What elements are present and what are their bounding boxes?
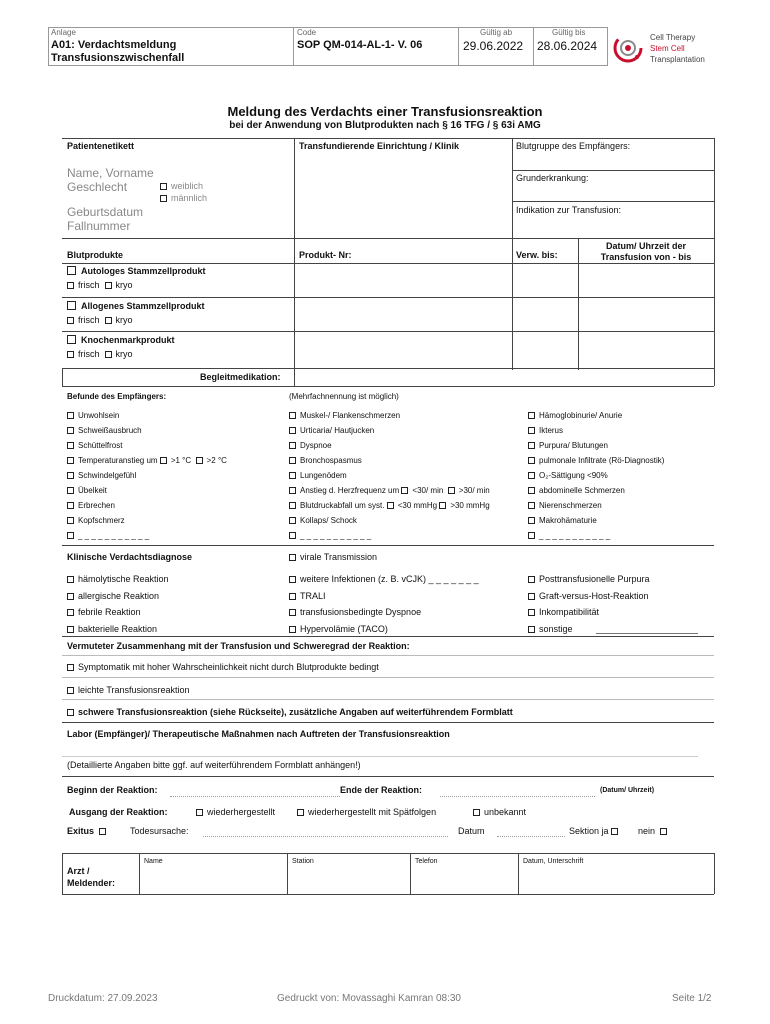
outcome-recovered[interactable]: wiederhergestellt (196, 807, 275, 817)
checkbox[interactable] (67, 427, 74, 434)
bone-marrow-checkbox[interactable] (67, 335, 76, 344)
indication-label: Indikation zur Transfusion: (516, 205, 622, 215)
allogeneic-cryo-checkbox[interactable] (105, 317, 112, 324)
blood-group-label: Blutgruppe des Empfängers: (516, 141, 631, 151)
checkbox[interactable] (67, 442, 74, 449)
checkbox[interactable] (297, 809, 304, 816)
allogeneic-checkbox[interactable] (67, 301, 76, 310)
death-date-label: Datum (458, 826, 485, 836)
autologous-checkbox[interactable] (67, 266, 76, 275)
diagnosis-other[interactable]: sonstige (528, 624, 573, 634)
checkbox[interactable] (528, 502, 535, 509)
product-autologous[interactable]: Autologes Stammzellprodukt (67, 266, 206, 276)
female-checkbox[interactable] (160, 183, 167, 190)
checkbox[interactable] (289, 457, 296, 464)
reaction-end-field[interactable] (440, 796, 595, 797)
form-subtitle: bei der Anwendung von Blutprodukten nach § 16 TFG / § 63i AMG (229, 120, 541, 131)
diagnosis-trali[interactable]: TRALI (289, 591, 326, 601)
diagnosis-dyspnea[interactable]: transfusionsbedingte Dyspnoe (289, 607, 421, 617)
diagnosis-gvhd[interactable]: Graft-versus-Host-Reaktion (528, 591, 649, 601)
checkbox[interactable] (67, 609, 74, 616)
checkbox[interactable] (528, 427, 535, 434)
datetime-col-header: Datum/ Uhrzeit der Transfusion von - bis (600, 241, 692, 262)
bp-over-30-checkbox[interactable] (439, 502, 446, 509)
autologous-cryo-checkbox[interactable] (105, 282, 112, 289)
finding-other-3[interactable]: _ _ _ _ _ _ _ _ _ _ _ (528, 531, 610, 540)
checkbox[interactable] (528, 442, 535, 449)
autopsy-yes-checkbox[interactable] (611, 828, 618, 835)
checkbox[interactable] (528, 472, 535, 479)
finding-bronchospasm[interactable]: Bronchospasmus (289, 456, 362, 465)
finding-heart-rate[interactable]: Anstieg d. Herzfrequenz um <30/ min >30/ min (289, 486, 490, 495)
valid-from-label: Gültig ab (480, 28, 513, 37)
temp-1c-checkbox[interactable] (160, 457, 167, 464)
checkbox[interactable] (289, 576, 296, 583)
finding-muscle-pain[interactable]: Muskel-/ Flankenschmerzen (289, 411, 400, 420)
code-value: SOP QM-014-AL-1- V. 06 (297, 39, 423, 51)
finding-headache[interactable]: Kopfschmerz (67, 516, 125, 525)
outcome-unknown[interactable]: unbekannt (473, 807, 526, 817)
finding-urticaria[interactable]: Urticaria/ Hautjucken (289, 426, 374, 435)
checkbox[interactable] (289, 442, 296, 449)
bone-marrow-type-options[interactable]: frisch kryo (67, 349, 133, 359)
checkbox[interactable] (528, 457, 535, 464)
diagnosis-ptp[interactable]: Posttransfusionelle Purpura (528, 574, 650, 584)
form-title: Meldung des Verdachts einer Transfusionsreaktion (227, 104, 543, 119)
bone-marrow-cryo-checkbox[interactable] (105, 351, 112, 358)
reporter-station-field[interactable]: Station (292, 858, 314, 865)
temp-2c-checkbox[interactable] (196, 457, 203, 464)
checkbox[interactable] (67, 576, 74, 583)
patient-name-field[interactable]: Name, Vorname (67, 166, 154, 180)
checkbox[interactable] (67, 487, 74, 494)
finding-lung-edema[interactable]: Lungenödem (289, 471, 347, 480)
finding-other-2[interactable]: _ _ _ _ _ _ _ _ _ _ _ (289, 531, 371, 540)
exitus-label[interactable]: Exitus (67, 826, 110, 836)
finding-pulmonary-infiltrates[interactable]: pulmonale Infiltrate (Rö-Diagnostik) (528, 456, 664, 465)
findings-label: Befunde des Empfängers: (67, 392, 167, 401)
diagnosis-hemolytic[interactable]: hämolytische Reaktion (67, 574, 169, 584)
finding-hematuria[interactable]: Makrohämaturie (528, 516, 597, 525)
allogeneic-fresh-checkbox[interactable] (67, 317, 74, 324)
severity-not-related[interactable]: Symptomatik mit hoher Wahrscheinlichkeit nicht durch Blutprodukte bedingt (67, 662, 379, 672)
comedication-label: Begleitmedikation: (200, 372, 281, 382)
diagnosis-bacterial[interactable]: bakterielle Reaktion (67, 624, 157, 634)
severity-label: Vermuteter Zusammenhang mit der Transfusion und Schweregrad der Reaktion: (67, 641, 410, 651)
patient-birthdate-field[interactable]: Geburtsdatum (67, 205, 144, 219)
logo-text-stem-cell: Stem Cell (650, 44, 685, 53)
exitus-checkbox[interactable] (99, 828, 106, 835)
checkbox[interactable] (528, 576, 535, 583)
reaction-end-label: Ende der Reaktion: (340, 785, 423, 795)
cause-of-death-field[interactable] (203, 836, 448, 837)
checkbox[interactable] (528, 609, 535, 616)
hr-under-30-checkbox[interactable] (401, 487, 408, 494)
footer-printed-by: Gedruckt von: Movassaghi Kamran 08:30 (277, 993, 461, 1004)
checkbox[interactable] (67, 709, 74, 716)
cause-of-death-label: Todesursache: (130, 826, 189, 836)
severity-severe[interactable]: schwere Transfusionsreaktion (siehe Rückseite), zusätzliche Angaben auf weiterführendem Formblatt (67, 707, 513, 717)
diagnosis-other-line[interactable] (596, 633, 698, 634)
diagnosis-febrile[interactable]: febrile Reaktion (67, 607, 141, 617)
checkbox[interactable] (289, 427, 296, 434)
diagnosis-incompatibility[interactable]: Inkompatibilität (528, 607, 599, 617)
finding-abdominal-pain[interactable]: abdominelle Schmerzen (528, 486, 625, 495)
product-bone-marrow[interactable]: Knochenmarkprodukt (67, 335, 175, 345)
checkbox[interactable] (67, 502, 74, 509)
finding-dizziness[interactable]: Schwindelgefühl (67, 471, 136, 480)
checkbox[interactable] (289, 472, 296, 479)
finding-collapse[interactable]: Kollaps/ Schock (289, 516, 357, 525)
code-label: Code (297, 28, 317, 37)
base-disease-label: Grunderkrankung: (516, 173, 589, 183)
reporter-label-line1: Arzt / (67, 866, 90, 876)
finding-temp-rise[interactable]: Temperaturanstieg um >1 °C >2 °C (67, 456, 227, 465)
finding-kidney-pain[interactable]: Nierenschmerzen (528, 501, 602, 510)
reaction-start-field[interactable] (170, 796, 340, 797)
anlage-title-line2: Transfusionszwischenfall (51, 52, 185, 64)
severity-mild[interactable]: leichte Transfusionsreaktion (67, 685, 190, 695)
patient-case-number-field[interactable]: Fallnummer (67, 219, 131, 233)
product-no-col-header: Produkt- Nr: (299, 250, 352, 260)
checkbox[interactable] (67, 457, 74, 464)
reporter-label-line2: Meldender: (67, 878, 116, 888)
finding-blood-pressure[interactable]: Blutdruckabfall um syst. <30 mmHg >30 mmHg (289, 501, 490, 510)
finding-dyspnea[interactable]: Dyspnoe (289, 441, 332, 450)
checkbox[interactable] (289, 532, 296, 539)
checkbox[interactable] (528, 487, 535, 494)
lab-label: Labor (Empfänger)/ Therapeutische Maßnahmen nach Auftreten der Transfusionsreaktion (67, 729, 450, 739)
finding-o2-saturation[interactable]: O₂-Sättigung <90% (528, 471, 608, 480)
finding-jaundice[interactable]: Ikterus (528, 426, 563, 435)
lab-note: (Detaillierte Angaben bitte ggf. auf weiterführendem Formblatt anhängen!) (67, 760, 361, 770)
product-allogeneic[interactable]: Allogenes Stammzellprodukt (67, 301, 205, 311)
checkbox[interactable] (67, 412, 74, 419)
checkbox[interactable] (528, 532, 535, 539)
checkbox[interactable] (67, 593, 74, 600)
valid-to-label: Gültig bis (552, 28, 586, 37)
patient-label-heading: Patientenetikett (67, 141, 135, 151)
hr-over-30-checkbox[interactable] (448, 487, 455, 494)
footer-print-date: Druckdatum: 27.09.2023 (48, 993, 158, 1004)
finding-vomiting[interactable]: Erbrechen (67, 501, 115, 510)
valid-to-date: 28.06.2024 (537, 39, 598, 53)
finding-unwell[interactable]: Unwohlsein (67, 411, 119, 420)
finding-chills[interactable]: Schüttelfrost (67, 441, 122, 450)
checkbox[interactable] (67, 687, 74, 694)
reaction-datetime-hint: (Datum/ Uhrzeit) (600, 787, 655, 794)
patient-gender-label: Geschlecht (67, 180, 128, 194)
reporter-name-field[interactable]: Name (144, 858, 163, 865)
checkbox[interactable] (473, 809, 480, 816)
reporter-phone-field[interactable]: Telefon (415, 858, 438, 865)
checkbox[interactable] (528, 412, 535, 419)
male-checkbox[interactable] (160, 195, 167, 202)
finding-sweating[interactable]: Schweißausbruch (67, 426, 142, 435)
checkbox[interactable] (528, 593, 535, 600)
gender-male-option[interactable]: männlich (160, 193, 207, 203)
checkbox[interactable] (289, 554, 296, 561)
bp-under-30-checkbox[interactable] (387, 502, 394, 509)
autopsy-yes-option[interactable]: Sektion ja (569, 826, 622, 836)
diagnosis-viral[interactable]: virale Transmission (289, 552, 377, 562)
death-date-field[interactable] (497, 836, 565, 837)
checkbox[interactable] (196, 809, 203, 816)
autologous-fresh-checkbox[interactable] (67, 282, 74, 289)
checkbox[interactable] (67, 517, 74, 524)
allogeneic-type-options[interactable]: frisch kryo (67, 315, 133, 325)
expiry-col-header: Verw. bis: (516, 250, 558, 260)
finding-purpura[interactable]: Purpura/ Blutungen (528, 441, 608, 450)
checkbox[interactable] (289, 593, 296, 600)
logo-text-transplantation: Transplantation (650, 55, 705, 64)
facility-label: Transfundierende Einrichtung / Klinik (299, 141, 460, 151)
diagnosis-taco[interactable]: Hypervolämie (TACO) (289, 624, 388, 634)
finding-nausea[interactable]: Übelkeit (67, 486, 107, 495)
reporter-signature-field[interactable]: Datum, Unterschrift (523, 858, 584, 865)
checkbox[interactable] (67, 472, 74, 479)
finding-other-1[interactable]: _ _ _ _ _ _ _ _ _ _ _ (67, 531, 149, 540)
products-col-header: Blutprodukte (67, 250, 123, 260)
checkbox[interactable] (67, 626, 74, 633)
checkbox[interactable] (289, 502, 296, 509)
checkbox[interactable] (289, 412, 296, 419)
reaction-start-label: Beginn der Reaktion: (67, 785, 158, 795)
checkbox[interactable] (528, 517, 535, 524)
anlage-label: Anlage (51, 28, 76, 37)
autologous-type-options[interactable]: frisch kryo (67, 280, 133, 290)
checkbox[interactable] (67, 664, 74, 671)
outcome-recovered-sequelae[interactable]: wiederhergestellt mit Spätfolgen (297, 807, 436, 817)
autopsy-no-option[interactable]: nein (638, 826, 671, 836)
diagnosis-label: Klinische Verdachtsdiagnose (67, 552, 193, 562)
logo-text-cell-therapy: Cell Therapy (650, 33, 696, 42)
autopsy-no-checkbox[interactable] (660, 828, 667, 835)
gender-female-option[interactable]: weiblich (160, 181, 203, 191)
outcome-label: Ausgang der Reaktion: (69, 807, 168, 817)
bone-marrow-fresh-checkbox[interactable] (67, 351, 74, 358)
checkbox[interactable] (289, 609, 296, 616)
findings-note: (Mehrfachnennung ist möglich) (289, 392, 399, 401)
checkbox[interactable] (528, 626, 535, 633)
checkbox[interactable] (289, 487, 296, 494)
anlage-title-line1: A01: Verdachtsmeldung (51, 39, 177, 51)
checkbox[interactable] (289, 626, 296, 633)
diagnosis-allergic[interactable]: allergische Reaktion (67, 591, 159, 601)
valid-from-date: 29.06.2022 (463, 39, 524, 53)
checkbox[interactable] (289, 517, 296, 524)
logo-icon (612, 32, 644, 64)
diagnosis-other-infections[interactable]: weitere Infektionen (z. B. vCJK) _ _ _ _ _ _ _ (289, 574, 479, 584)
footer-page-number: Seite 1/2 (672, 993, 712, 1004)
checkbox[interactable] (67, 532, 74, 539)
finding-hemoglobinuria[interactable]: Hämoglobinurie/ Anurie (528, 411, 622, 420)
